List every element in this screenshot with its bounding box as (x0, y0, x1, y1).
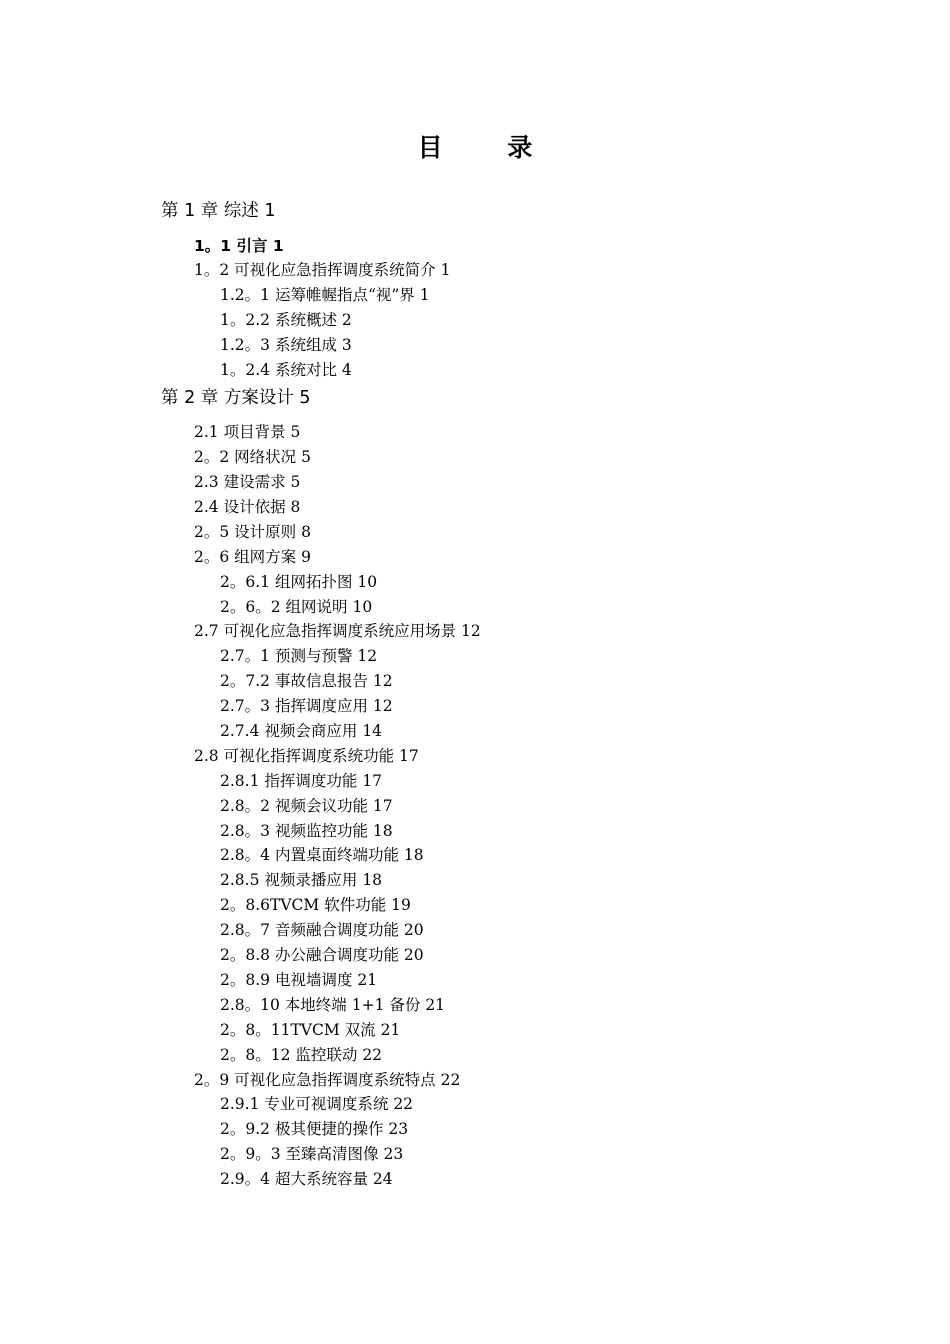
toc-entry-label: 2.7.4 视频会商应用 (220, 722, 358, 741)
toc-entry-page-number: 8 (290, 498, 301, 517)
toc-entry-page-number: 4 (341, 360, 352, 379)
toc-section-entry[interactable] (0, 420, 950, 445)
toc-entry-page-number: 21 (425, 995, 446, 1014)
toc-entry-page-number: 12 (461, 622, 481, 641)
toc-entry-label: 2.9.1 专业可视调度系统 (220, 1095, 389, 1114)
toc-entry-label: 2。6 组网方案 (194, 547, 297, 566)
toc-entry-page-number: 10 (357, 572, 378, 591)
toc-entry-page-number: 20 (403, 921, 424, 940)
toc-subsection-entry[interactable] (0, 358, 950, 383)
toc-entry-label: 1。2.2 系统概述 (220, 311, 337, 330)
toc-section-entry[interactable] (0, 470, 950, 495)
toc-entry-label: 2。9 可视化应急指挥调度系统特点 (194, 1070, 436, 1089)
toc-title: 目 录 (417, 133, 561, 162)
toc-subsection-entry[interactable] (0, 308, 950, 333)
toc-entry-label: 1。1 引言 (194, 236, 268, 255)
toc-subsection-entry[interactable] (0, 1167, 950, 1192)
toc-entry-label: 2.8。10 本地终端 1+1 备份 (220, 995, 421, 1014)
toc-entry-page-number: 10 (352, 597, 373, 616)
toc-subsection-entry[interactable] (0, 1142, 950, 1167)
toc-entry-page-number: 23 (383, 1145, 404, 1164)
toc-entry-label: 2.8 可视化指挥调度系统功能 (194, 746, 395, 765)
toc-section-entry[interactable] (0, 445, 950, 470)
toc-subsection-entry[interactable] (0, 644, 950, 669)
toc-entry-label: 2。9。3 至臻高清图像 (220, 1145, 379, 1164)
toc-entry-page-number: 24 (372, 1170, 393, 1189)
toc-subsection-entry[interactable] (0, 893, 950, 918)
toc-entry-label: 1。2 可视化应急指挥调度系统简介 (194, 261, 436, 280)
toc-entry-label: 2。8。11TVCM 双流 (220, 1020, 376, 1039)
toc-entry-label: 2.7。3 指挥调度应用 (220, 697, 368, 716)
toc-section-entry[interactable] (0, 1068, 950, 1093)
toc-entry-label: 2.8。4 内置桌面终端功能 (220, 846, 399, 865)
toc-subsection-entry[interactable] (0, 570, 950, 595)
toc-entry-page-number: 19 (391, 896, 411, 915)
toc-entry-label: 2.7。1 预测与预警 (220, 647, 353, 666)
toc-entry-page-number: 17 (362, 771, 383, 790)
toc-subsection-entry[interactable] (0, 843, 950, 868)
toc-entry-label: 2。7.2 事故信息报告 (220, 672, 368, 691)
toc-subsection-entry[interactable] (0, 819, 950, 844)
toc-entry-page-number: 21 (357, 970, 378, 989)
toc-entry-page-number: 12 (357, 647, 378, 666)
toc-section-entry[interactable] (0, 520, 950, 545)
toc-entry-page-number: 22 (362, 1045, 383, 1064)
toc-entry-page-number: 18 (403, 846, 424, 865)
toc-entry-page-number: 21 (380, 1020, 401, 1039)
toc-subsection-entry[interactable] (0, 918, 950, 943)
toc-entry-page-number: 17 (399, 746, 419, 765)
toc-entry-page-number: 12 (372, 672, 393, 691)
toc-subsection-entry[interactable] (0, 794, 950, 819)
toc-entry-label: 2.8。3 视频监控功能 (220, 821, 368, 840)
toc-subsection-entry[interactable] (0, 868, 950, 893)
toc-subsection-entry[interactable] (0, 769, 950, 794)
toc-entry-page-number: 2 (341, 311, 352, 330)
toc-entry-page-number: 1 (440, 261, 451, 280)
toc-entry-label: 2.8.1 指挥调度功能 (220, 771, 358, 790)
toc-entry-page-number: 5 (299, 387, 311, 408)
toc-subsection-entry[interactable] (0, 1092, 950, 1117)
toc-entry-page-number: 22 (393, 1095, 414, 1114)
toc-subsection-entry[interactable] (0, 333, 950, 358)
toc-subsection-entry[interactable] (0, 1117, 950, 1142)
toc-entry-label: 2。9.2 极其便捷的操作 (220, 1120, 384, 1139)
toc-entry-label: 2.8。2 视频会议功能 (220, 796, 368, 815)
toc-entry-label: 2.3 建设需求 (194, 473, 286, 492)
toc-subsection-entry[interactable] (0, 669, 950, 694)
toc-entry-label: 2。2 网络状况 (194, 448, 297, 467)
toc-subsection-entry[interactable] (0, 694, 950, 719)
toc-entry-page-number: 5 (290, 423, 301, 442)
toc-subsection-entry[interactable] (0, 1018, 950, 1043)
toc-section-entry[interactable] (0, 258, 950, 283)
toc-subsection-entry[interactable] (0, 993, 950, 1018)
toc-section-entry[interactable] (0, 495, 950, 520)
toc-subsection-entry[interactable] (0, 943, 950, 968)
toc-section-entry[interactable] (0, 234, 950, 259)
toc-entry-page-number: 5 (290, 473, 301, 492)
toc-subsection-entry[interactable] (0, 595, 950, 620)
toc-list (0, 196, 950, 1192)
toc-entry-label: 2。8.9 电视墙调度 (220, 970, 353, 989)
toc-subsection-entry[interactable] (0, 968, 950, 993)
toc-entry-label: 2.7 可视化应急指挥调度系统应用场景 (194, 622, 457, 641)
toc-entry-page-number: 18 (372, 821, 393, 840)
toc-entry-label: 2。6。2 组网说明 (220, 597, 348, 616)
toc-entry-label: 2.8.5 视频录播应用 (220, 871, 358, 890)
toc-entry-page-number: 22 (440, 1070, 461, 1089)
toc-entry-label: 1。2.4 系统对比 (220, 360, 337, 379)
toc-entry-label: 2.1 项目背景 (194, 423, 286, 442)
toc-subsection-entry[interactable] (0, 719, 950, 744)
toc-entry-page-number: 14 (362, 722, 383, 741)
toc-entry-label: 2。8.6TVCM 软件功能 (220, 896, 387, 915)
toc-entry-label: 第 2 章 方案设计 (161, 387, 294, 408)
toc-entry-page-number: 17 (372, 796, 393, 815)
toc-entry-label: 2。8.8 办公融合调度功能 (220, 946, 399, 965)
toc-entry-label: 1.2。3 系统组成 (220, 336, 337, 355)
toc-entry-page-number: 3 (341, 336, 352, 355)
toc-entry-page-number: 1 (272, 236, 284, 255)
toc-chapter-entry[interactable] (0, 196, 950, 234)
toc-entry-label: 1.2。1 运筹帷幄指点“视”界 (220, 286, 415, 305)
toc-subsection-entry[interactable] (0, 1043, 950, 1068)
toc-entry-page-number: 12 (372, 697, 393, 716)
toc-entry-page-number: 8 (301, 522, 311, 541)
toc-entry-page-number: 20 (403, 946, 424, 965)
toc-entry-page-number: 23 (388, 1120, 409, 1139)
toc-entry-label: 2.9。4 超大系统容量 (220, 1170, 368, 1189)
toc-subsection-entry[interactable] (0, 283, 950, 308)
toc-entry-label: 2。6.1 组网拓扑图 (220, 572, 353, 591)
toc-entry-page-number: 5 (301, 448, 311, 467)
toc-entry-label: 2.4 设计依据 (194, 498, 286, 517)
toc-entry-label: 2。8。12 监控联动 (220, 1045, 358, 1064)
toc-section-entry[interactable] (0, 744, 950, 769)
toc-entry-page-number: 1 (419, 286, 430, 305)
toc-section-entry[interactable] (0, 619, 950, 644)
toc-entry-page-number: 18 (362, 871, 383, 890)
toc-entry-label: 2.8。7 音频融合调度功能 (220, 921, 399, 940)
toc-entry-page-number: 1 (264, 201, 276, 221)
toc-entry-label: 第 1 章 综述 (161, 201, 259, 221)
toc-entry-page-number: 9 (301, 547, 311, 566)
toc-entry-label: 2。5 设计原则 (194, 522, 297, 541)
toc-chapter-entry[interactable] (0, 383, 950, 421)
toc-section-entry[interactable] (0, 545, 950, 570)
